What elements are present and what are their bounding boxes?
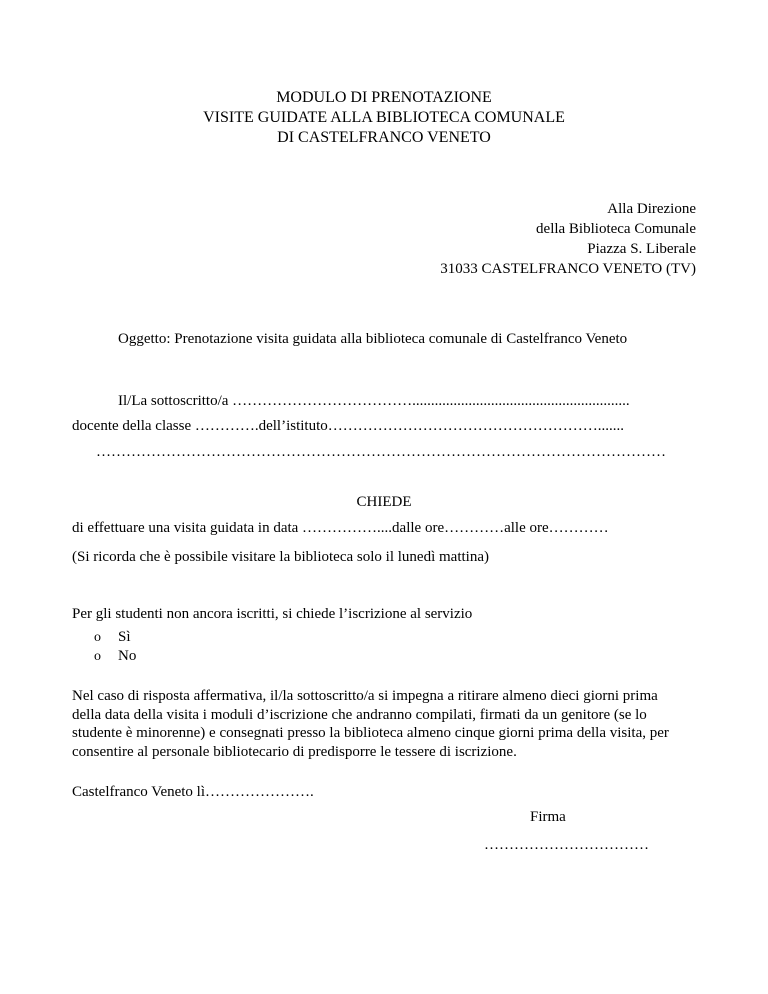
place-date-field: Castelfranco Veneto lì…………………. xyxy=(72,784,314,800)
option-no xyxy=(94,647,136,666)
option-yes-label: Sì xyxy=(118,629,131,645)
enrollment-request: Per gli studenti non ancora iscritti, si chiede l’iscrizione al servizio xyxy=(72,606,473,622)
recipient-line-3: Piazza S. Liberale xyxy=(587,241,696,257)
paragraph-line-2: della data della visita i moduli d’iscrizione che andranno compilati, firmati da un genitore (se lo xyxy=(72,706,647,723)
recipient-address xyxy=(440,199,696,279)
paragraph-line-3: studente è minorenne) e consegnati presso la biblioteca almeno cinque giorni prima della visita, per xyxy=(72,725,669,741)
option-no-bullet: o xyxy=(94,649,101,664)
paragraph-line-1: Nel caso di risposta affermativa, il/la sottoscritto/a si impegna a ritirare almeno dieci giorni prima xyxy=(72,688,658,704)
teacher-class-field: docente della classe ………….dell’istituto………………………………………………....... xyxy=(72,418,625,434)
undersigned-field: Il/La sottoscritto/a ……………………………….......................................................... xyxy=(118,393,630,409)
title-line-2: VISITE GUIDATE ALLA BIBLIOTECA COMUNALE xyxy=(203,109,565,126)
signature-field: …………………………… xyxy=(484,837,649,853)
title-line-1: MODULO DI PRENOTAZIONE xyxy=(276,89,492,106)
reminder-note: (Si ricorda che è possibile visitare la biblioteca solo il lunedì mattina) xyxy=(72,549,489,565)
recipient-line-4: 31033 CASTELFRANCO VENETO (TV) xyxy=(440,261,696,277)
option-yes-bullet: o xyxy=(94,630,101,645)
enrollment-options xyxy=(94,628,136,666)
recipient-line-2: della Biblioteca Comunale xyxy=(536,221,696,237)
option-no-label: No xyxy=(118,648,137,664)
option-yes xyxy=(94,628,136,647)
paragraph-line-4: consentire al personale bibliotecario di predisporre le tessere di iscrizione. xyxy=(72,743,517,760)
institute-continuation-field: …………………………………………………………………………………………………… xyxy=(96,444,666,460)
document-title xyxy=(0,88,768,148)
title-line-3: DI CASTELFRANCO VENETO xyxy=(277,129,491,146)
visit-date-field: di effettuare una visita guidata in data ……………....dalle ore…………alle ore………… xyxy=(72,520,609,536)
recipient-line-1: Alla Direzione xyxy=(607,201,696,217)
commitment-paragraph xyxy=(72,687,702,761)
subject-line: Oggetto: Prenotazione visita guidata alla biblioteca comunale di Castelfranco Veneto xyxy=(118,331,628,347)
request-heading: CHIEDE xyxy=(356,494,412,510)
signature-label: Firma xyxy=(530,809,566,825)
